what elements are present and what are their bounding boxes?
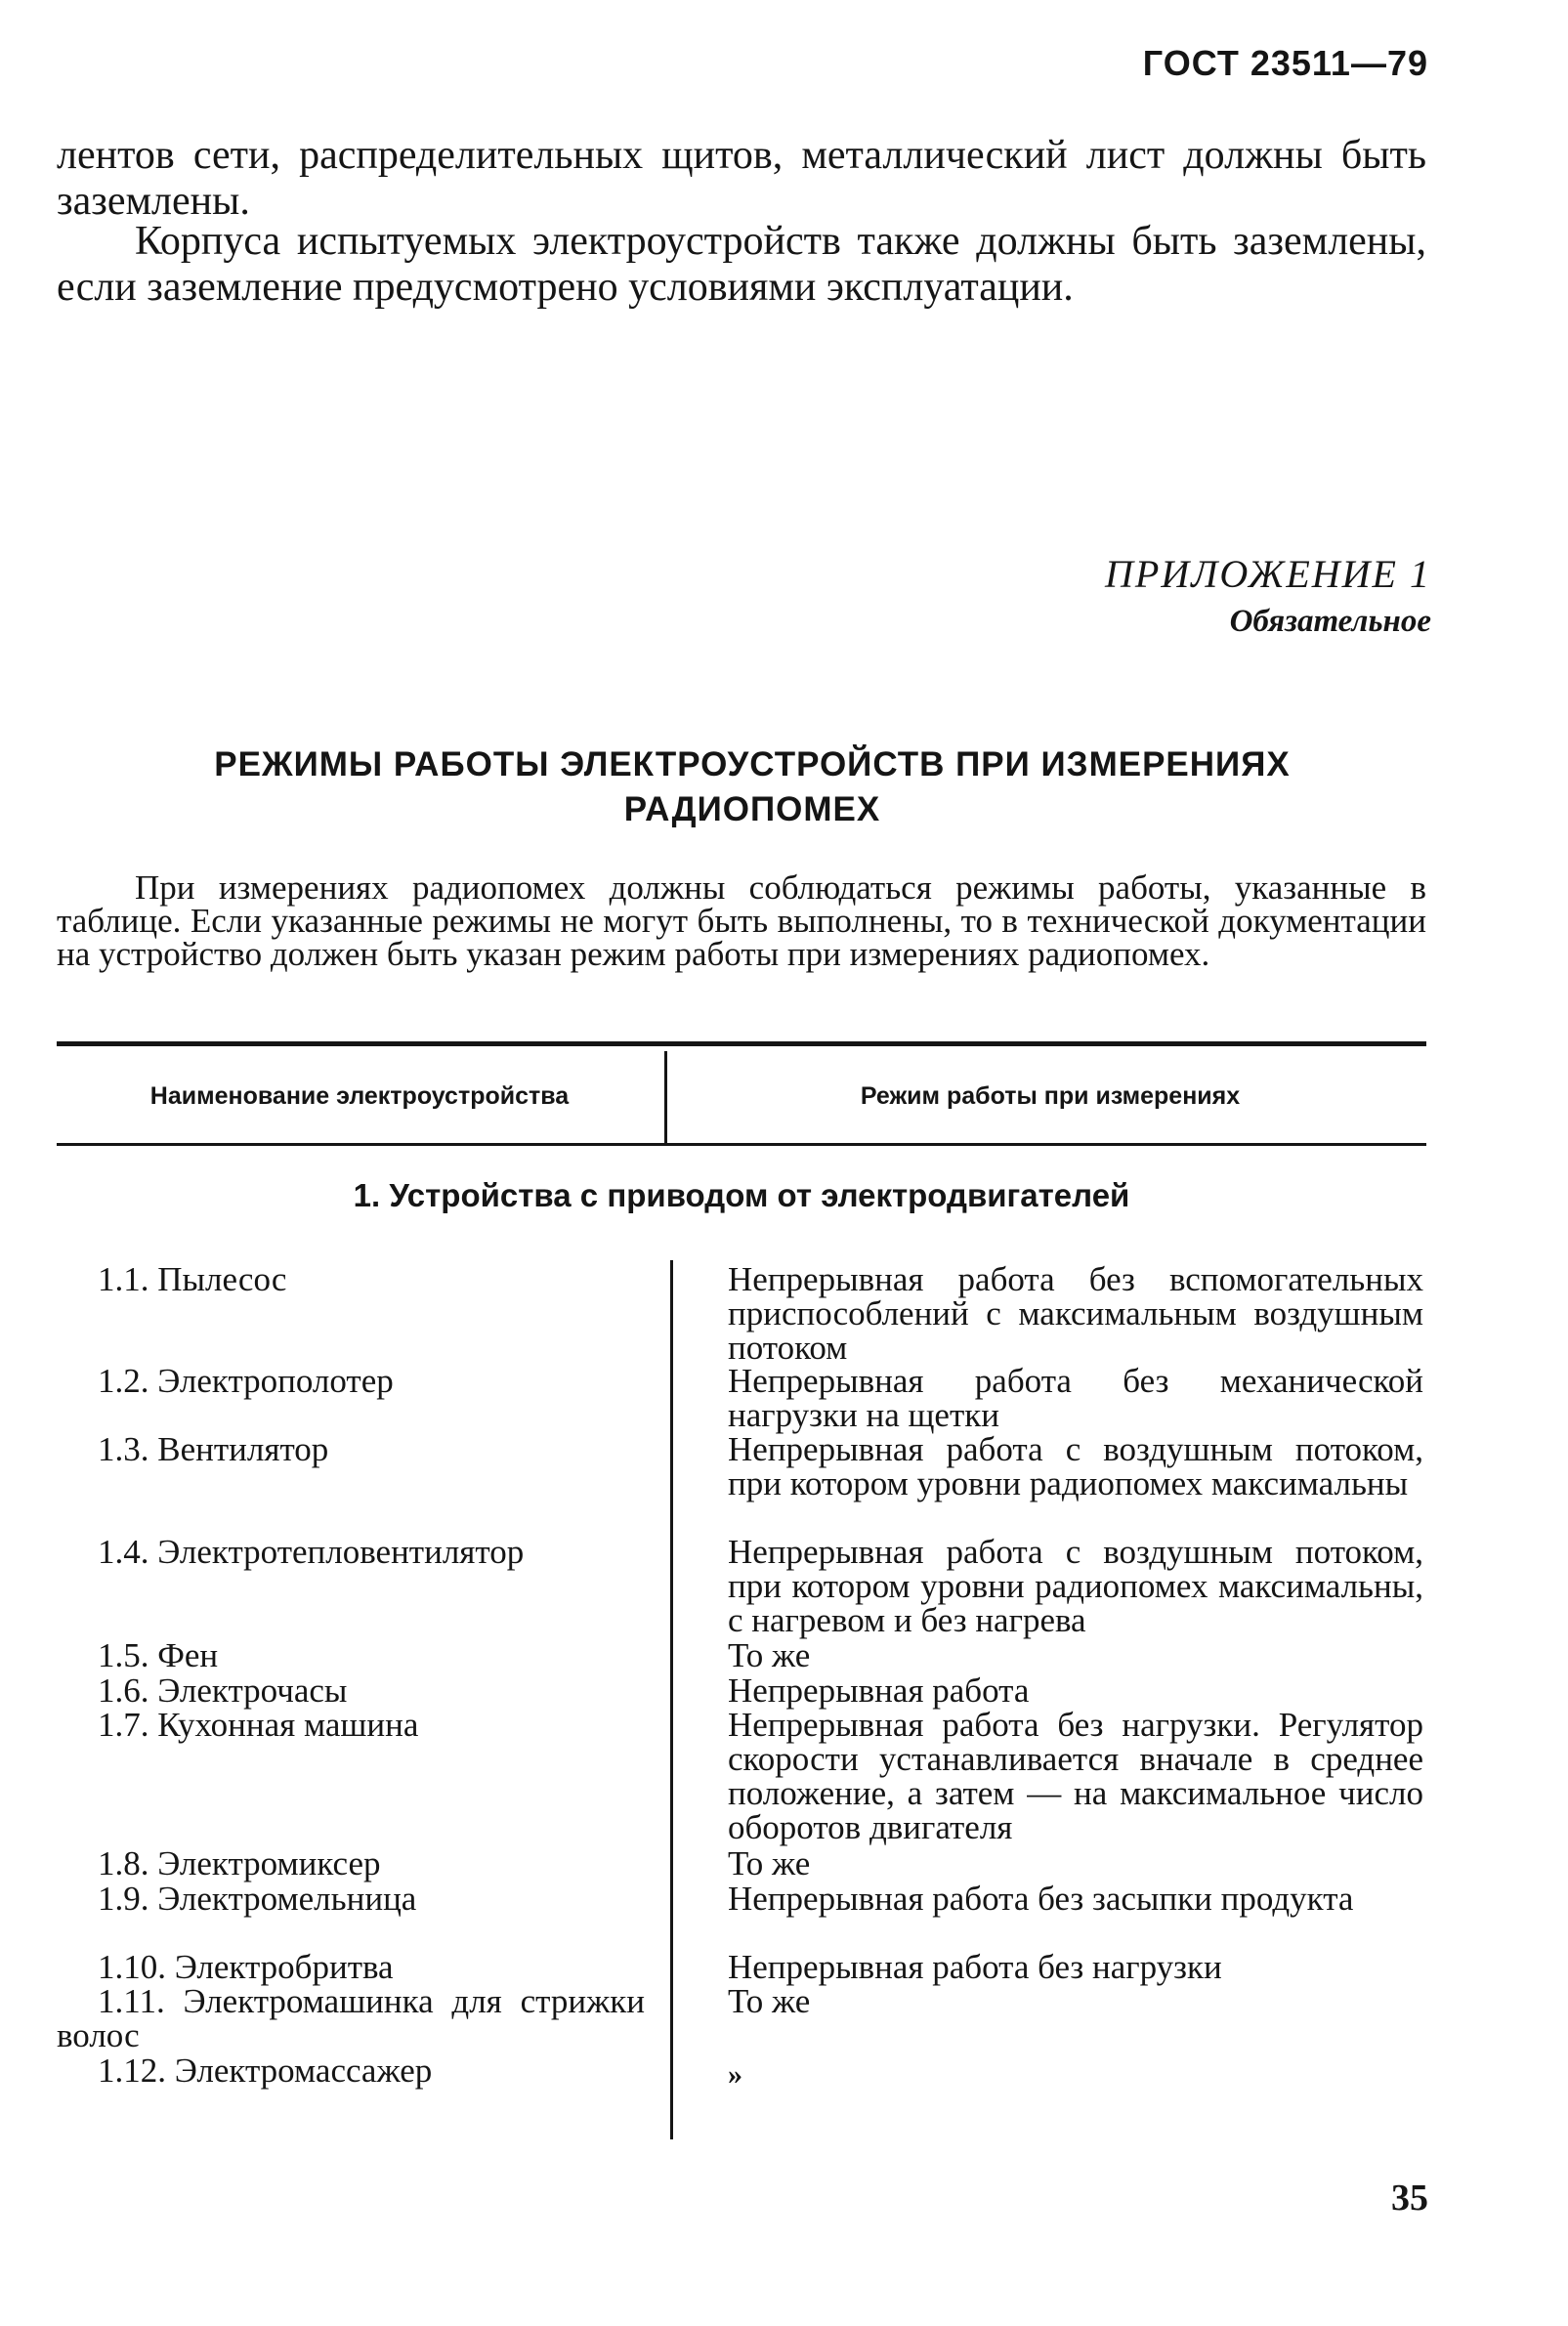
- table-row-mode: Непрерывная работа с воздушным потоком, при котором уровни радиопомех максимальны: [728, 1430, 1423, 1502]
- table-row-name: 1.10. Электробритва: [98, 1948, 394, 1986]
- table-header-rule: [57, 1143, 1426, 1146]
- table-row-name: 1.1. Пылесос: [98, 1260, 287, 1298]
- column-header-device: Наименование электроустройства: [149, 1082, 570, 1110]
- table-row-name: 1.8. Электромиксер: [98, 1844, 381, 1882]
- document-code: ГОСТ 23511—79: [1142, 43, 1428, 83]
- table-row-mode: Непрерывная работа без засыпки продукта: [728, 1880, 1354, 1918]
- header-column-divider: [664, 1051, 667, 1143]
- table-row-mode: »: [728, 2058, 742, 2091]
- table-group-title: 1. Устройства с приводом от электродвигателей: [353, 1177, 1130, 1213]
- table-row-name: 1.4. Электротепловентилятор: [98, 1533, 525, 1571]
- table-row-name: 1.3. Вентилятор: [98, 1430, 329, 1468]
- table-row-name: 1.2. Электрополотер: [98, 1362, 394, 1400]
- table-row-mode: То же: [728, 1982, 811, 2020]
- table-row-mode: Непрерывная работа без нагрузки: [728, 1948, 1222, 1986]
- column-header-mode: Режим работы при измерениях: [860, 1082, 1241, 1110]
- table-row-mode: Непрерывная работа без вспомогательных приспособлений с максимальным воздушным потоком: [728, 1260, 1423, 1367]
- section-intro: При измерениях радиопомех должны соблюдаться режимы работы, указанные в таблице. Если указанные режимы не могут быть выполнены, то в технической документации на устройство должен быть указан режим работы при измерениях радиопомех.: [57, 868, 1426, 973]
- table-row-mode: Непрерывная работа: [728, 1671, 1030, 1710]
- table-row-mode: То же: [728, 1844, 811, 1882]
- section-heading: РЕЖИМЫ РАБОТЫ ЭЛЕКТРОУСТРОЙСТВ ПРИ ИЗМЕРЕНИЯХ РАДИОПОМЕХ: [214, 745, 1291, 828]
- table-row-name: 1.5. Фен: [98, 1636, 219, 1674]
- paragraph-grounding: Корпуса испытуемых электроустройств также должны быть заземлены, если заземление предусмотрено условиями эксплуатации.: [57, 219, 1426, 310]
- table-row-name: 1.6. Электрочасы: [98, 1671, 348, 1710]
- table-row-mode: Непрерывная работа без механической нагрузки на щетки: [728, 1362, 1423, 1434]
- appendix-title: ПРИЛОЖЕНИЕ 1: [1105, 552, 1431, 596]
- table-row-mode: Непрерывная работа с воздушным потоком, при котором уровни радиопомех максимальны, с нагревом и без нагрева: [728, 1533, 1423, 1639]
- table-row-name: 1.7. Кухонная машина: [98, 1706, 419, 1744]
- table-row-name: 1.12. Электромассажер: [98, 2051, 433, 2090]
- page-number: 35: [1391, 2178, 1428, 2219]
- paragraph-continuation: лентов сети, распределительных щитов, металлический лист должны быть заземлены.: [57, 133, 1426, 224]
- appendix-label: [1105, 551, 1431, 643]
- table-row-mode: То же: [728, 1636, 811, 1674]
- table-row-name: 1.9. Электромельница: [98, 1880, 417, 1918]
- table-top-rule: [57, 1041, 1426, 1046]
- table-row-mode: Непрерывная работа без нагрузки. Регулятор скорости устанавливается вначале в среднее положение, а затем — на максимальное число оборотов двигателя: [728, 1706, 1423, 1846]
- table-row-name: 1.11. Электромашинка для стрижки волос: [57, 1982, 645, 2054]
- body-column-divider: [670, 1260, 673, 2139]
- appendix-subtitle: Обязательное: [1229, 604, 1431, 639]
